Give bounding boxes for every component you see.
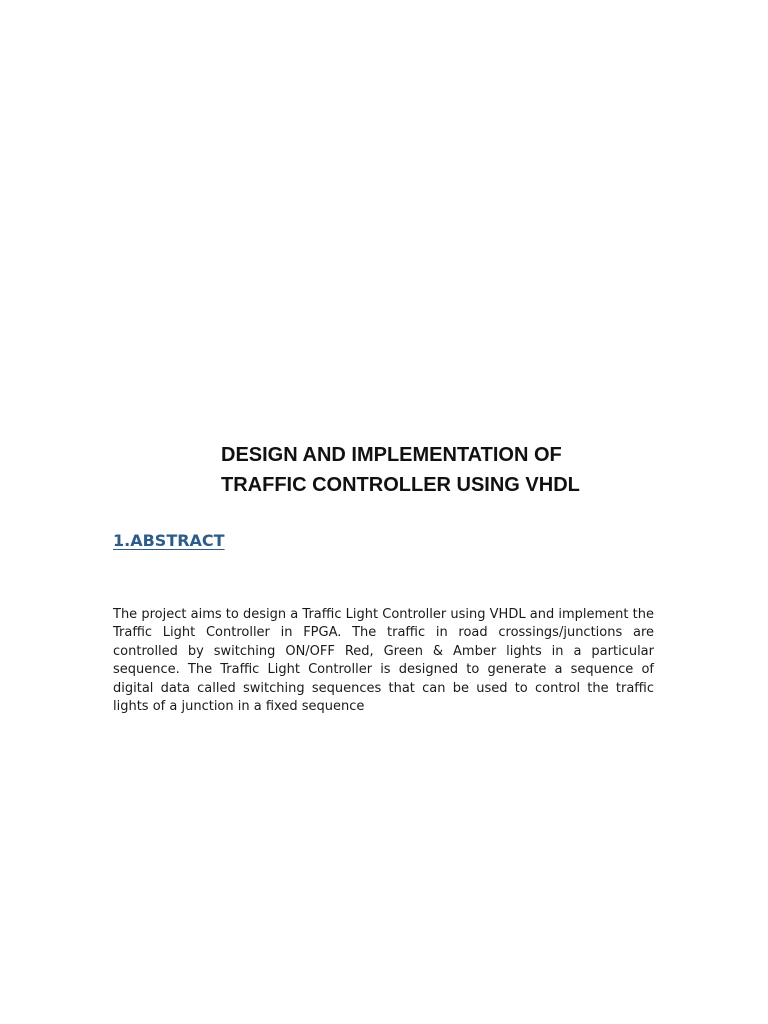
section-heading-abstract: 1.ABSTRACT: [113, 531, 225, 550]
document-title: [221, 440, 701, 500]
document-title-line-1: DESIGN AND IMPLEMENTATION OF: [221, 444, 562, 466]
document-title-line-2: TRAFFIC CONTROLLER USING VHDL: [221, 474, 580, 496]
abstract-paragraph: The project aims to design a Traffic Light Controller using VHDL and implement the Traffic Light Controller in FPGA. The traffic in road crossings/junctions are controlled by switching ON/OFF Red, Green & Amber lights in a particular sequence. The Traffic Light Controller is designed to generate a sequence of digital data called switching sequences that can be used to control the traffic lights of a junction in a fixed sequence: [113, 607, 654, 715]
